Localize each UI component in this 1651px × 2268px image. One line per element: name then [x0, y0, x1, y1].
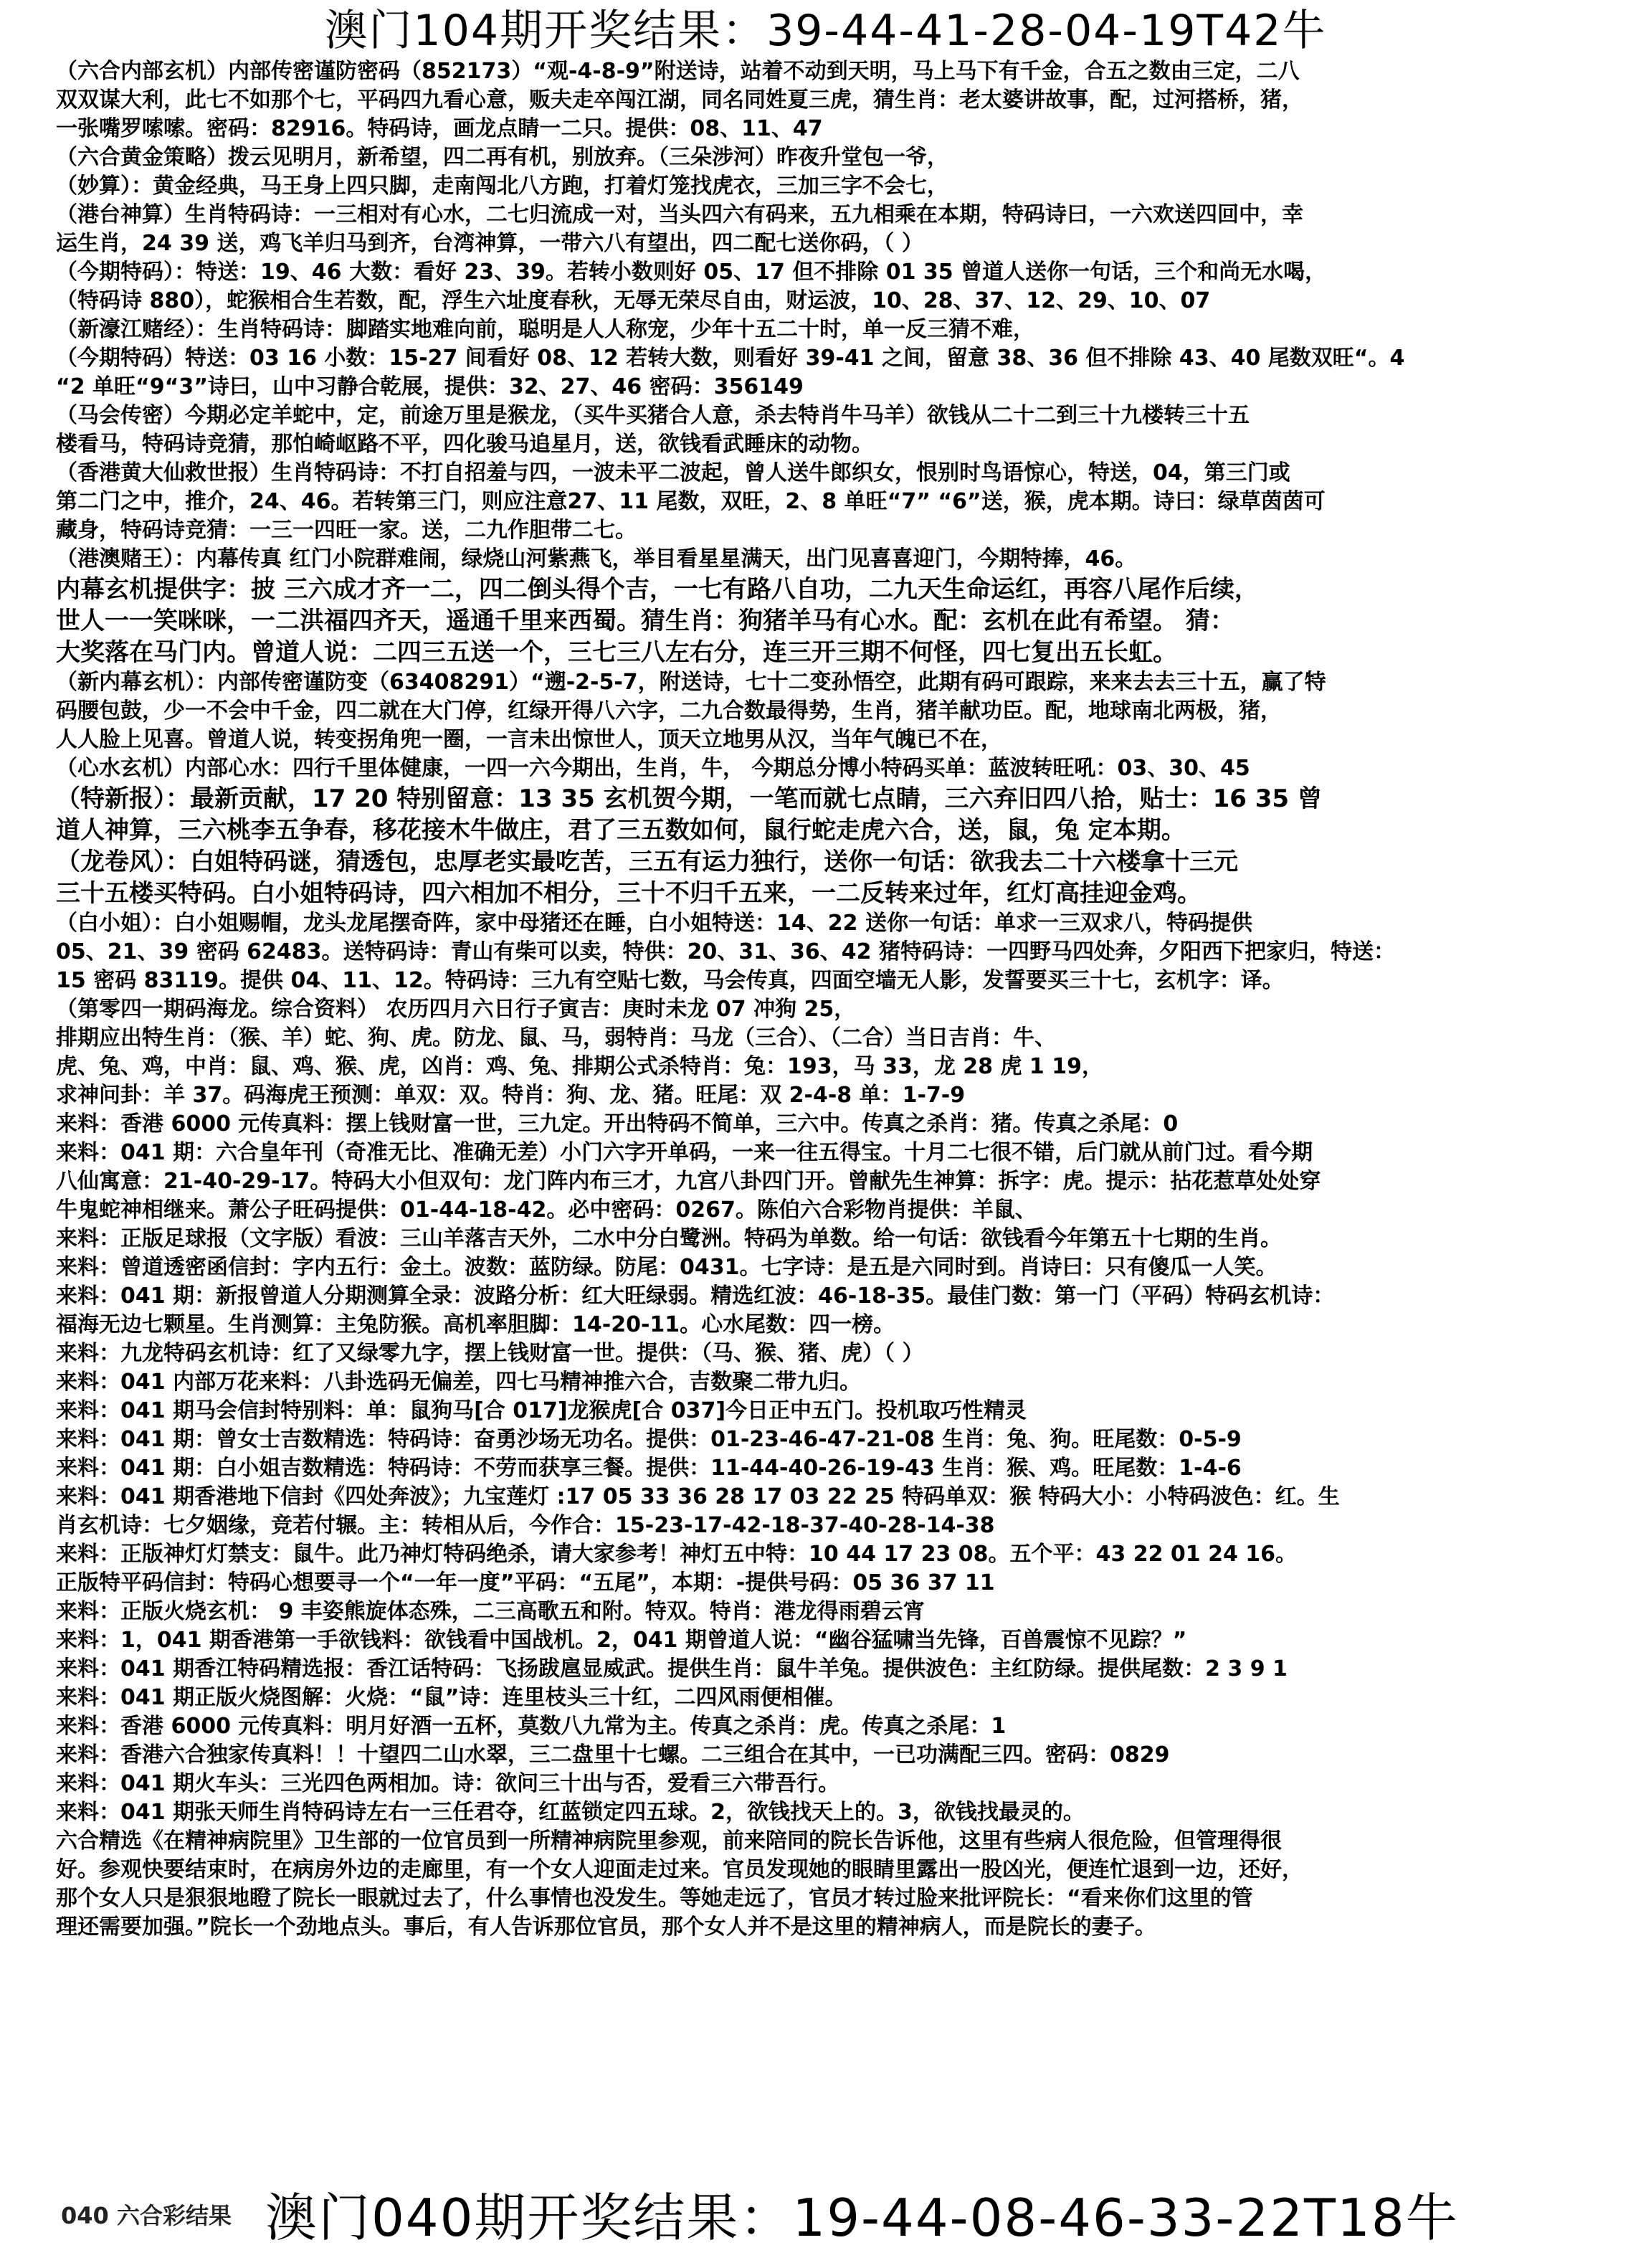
text-line: 福海无边七颗星。生肖测算：主兔防猴。高机率胆脚：14-20-11。心水尾数：四一榜。	[56, 1312, 895, 1337]
text-line: （新濠江赌经）：生肖特码诗：脚踏实地难向前，聪明是人人称宠，少年十五二十时，单一反三猜不难，	[56, 317, 1034, 342]
text-line: （第零四一期码海龙。综合资料） 农历四月六日行子寅吉：庚时未龙 07 冲狗 25，	[56, 997, 856, 1022]
text-line: 六合精选《在精神病院里》卫生部的一位官员到一所精神病院里参观，前来陪同的院长告诉他，这里有些病人很危险，但管理得很	[56, 1828, 1282, 1854]
text-line: 来料：九龙特码玄机诗：红了又绿零九字，摆上钱财富一世。提供：（马、猴、猪、虎）（ ）	[56, 1341, 924, 1366]
text-line: 来料：正版足球报（文字版）看波：三山羊落吉天外，二水中分白鹭洲。特码为单数。给一句话：欲钱看今年第五十七期的生肖。	[56, 1226, 1282, 1251]
text-line: （香港黄大仙救世报）生肖特码诗：不打自招羞与四，一波未平二波起，曾人送牛郎织女，恨别时鸟语惊心，特送，04，第三门或	[56, 460, 1290, 485]
text-line: 来料：香港 6000 元传真料：明月好酒一五杯，莫数八九常为主。传真之杀肖：虎。传真之杀尾：1	[56, 1714, 1007, 1739]
text-line: 藏身，特码诗竞猜：一三一四旺一家。送，二九作胆带二七。	[56, 518, 637, 543]
text-line: 来料：041 内部万花来料：八卦选码无偏差，四七马精神推六合，吉数聚二带九归。	[56, 1370, 862, 1395]
text-line: 那个女人只是狠狠地瞪了院长一眼就过去了，什么事情也没发生。等她走远了，官员才转过脸来批评院长：“看来你们这里的管	[56, 1886, 1253, 1911]
text-line: 好。参观快要结束时，在病房外边的走廊里，有一个女人迎面走过来。官员发现她的眼睛里露出一股凶光，便连忙退到一边，还好，	[56, 1857, 1303, 1882]
text-line: （妙算）：黄金经典，马王身上四只脚，走南闯北八方跑，打着灯笼找虎衣，三加三字不会七，	[56, 174, 948, 199]
text-line: 来料：正版火烧玄机： 9 丰姿熊旋体态殊，二三高歌五和附。特双。特肖：港龙得雨碧云宵	[56, 1599, 925, 1624]
text-line: “2 单旺“9“3”诗曰，山中习静合乾展，提供：32、27、46 密码：356149	[56, 374, 804, 399]
text-line: 来料：041 期香江特码精选报：香江话特码：飞扬跋扈显威武。提供生肖：鼠牛羊兔。提供波色：主红防绿。提供尾数：2 3 9 1	[56, 1656, 1288, 1681]
text-line: 内幕玄机提供字：披 三六成才齐一二，四二倒头得个吉，一七有路八自功，二九天生命运红，再容八尾作后续，	[56, 575, 1259, 604]
text-line: 第二门之中，推介，24、46。若转第三门，则应注意27、11 尾数，双旺，2、8 单旺“7” “6”送，猴，虎本期。诗曰：绿草茵茵可	[56, 489, 1326, 514]
document-body	[56, 57, 1597, 2169]
text-line: （马会传密）今期必定羊蛇中，定，前途万里是猴龙，（买牛买猪合人意，杀去特肖牛马羊）欲钱从二十二到三十九楼转三十五	[56, 403, 1250, 428]
text-line: （六合内部玄机）内部传密谨防密码（852173）“观-4-8-9”附送诗，站着不动到天明，马上马下有千金，合五之数由三定，二八	[56, 59, 1300, 84]
text-line: （特新报）：最新贡献，17 20 特别留意：13 35 玄机贺今期，一笔而就七点睛，三六弃旧四八拾，贴士：16 35 曾	[56, 784, 1322, 813]
text-line: （心水玄机）内部心水：四行千里体健康，一四一六今期出，生肖，牛， 今期总分博小特码买单：蓝波转旺吼：03、30、45	[56, 756, 1250, 781]
text-line: （白小姐）：白小姐赐帽，龙头龙尾摆奇阵，家中母猪还在睡，白小姐特送：14、22 送你一句话：单求一三双求八，特码提供	[56, 911, 1252, 936]
text-line: （龙卷风）：白姐特码谜，猜透包，忠厚老实最吃苦，三五有运力独行，送你一句话：欲我去二十六楼拿十三元	[56, 848, 1238, 876]
text-line: 一张嘴罗嗦嗦。密码：82916。特码诗，画龙点睛一二只。提供：08、11、47	[56, 116, 823, 141]
text-line: 世人一一笑咪咪，一二洪福四齐天，遥通千里来西蜀。猜生肖：狗猪羊马有心水。配：玄机在此有希望。 猜：	[56, 607, 1234, 635]
text-line: 楼看马，特码诗竞猜，那怕崎岖路不平，四化骏马追星月，送，欲钱看武睡床的动物。	[56, 432, 873, 457]
text-line: 来料：041 期：新报曾道人分期测算全录：波路分析：红大旺绿弱。精选红波：46-18-35。最佳门数：第一门（平码）特码玄机诗：	[56, 1284, 1335, 1309]
text-line: 八仙寓意：21-40-29-17。特码大小但双句：龙门阵内布三才，九宫八卦四门开。曾献先生神算：拆字：虎。提示：拈花惹草处处穿	[56, 1169, 1321, 1194]
footer-result-title: 澳门040期开奖结果：19-44-08-46-33-22T18牛	[265, 2188, 1459, 2248]
text-line: 肖玄机诗：七夕姻缘，竞若付辗。主：转相从后，今作合：15-23-17-42-18-37-40-28-14-38	[56, 1513, 995, 1538]
text-line: 理还需要加强。”院长一个劲地点头。事后，有人告诉那位官员，那个女人并不是这里的精神病人，而是院长的妻子。	[56, 1914, 1156, 1940]
text-line: 道人神算，三六桃李五争春，移花接木牛做庄，君了三五数如何，鼠行蛇走虎六合，送，鼠，兔 定本期。	[56, 816, 1186, 845]
page-title: 澳门104期开奖结果：39-44-41-28-04-19T42牛	[324, 6, 1327, 56]
text-line: 虎、兔、鸡，中肖：鼠、鸡、猴、虎，凶肖：鸡、兔、排期公式杀特肖：兔：193，马 33，龙 28 虎 1 19，	[56, 1054, 1103, 1079]
text-line: 来料：041 期：白小姐吉数精选：特码诗：不劳而获享三餐。提供：11-44-40-26-19-43 生肖：猴、鸡。旺尾数：1-4-6	[56, 1456, 1242, 1481]
text-line: 来料：1，041 期香港第一手欲钱料：欲钱看中国战机。2，041 期曾道人说：“幽谷猛啸当先锋，百兽震惊不见踪？”	[56, 1628, 1187, 1653]
text-line: 排期应出特生肖：（猴、羊）蛇、狗、虎。防龙、鼠、马，弱特肖：马龙（三合）、（二合）当日吉肖：牛、	[56, 1025, 1056, 1050]
text-line: 双双谋大利，此七不如那个七，平码四九看心意，贩夫走卒闯江湖，同名同姓夏三虎，猜生肖：老太婆讲故事，配，过河搭桥，猪，	[56, 87, 1303, 113]
text-line: （今期特码）：特送：19、46 大数：看好 23、39。若转小数则好 05、17 但不排除 01 35 曾道人送你一句话，三个和尚无水喝，	[56, 260, 1327, 285]
text-line: 来料：正版神灯灯禁支：鼠牛。此乃神灯特码绝杀，请大家参考！神灯五中特：10 44 17 23 08。五个平：43 22 01 24 16。	[56, 1542, 1298, 1567]
text-line: 来料：041 期火车头：三光四色两相加。诗：欲问三十出与否，爱看三六带吾行。	[56, 1771, 840, 1796]
text-line: 三十五楼买特码。白小姐特码诗，四六相加不相分，三十不归千五来，一二反转来过年，红灯高挂迎金鸡。	[56, 879, 1202, 908]
text-line: 来料：香港 6000 元传真料：摆上钱财富一世，三九定。开出特码不简单，三六中。传真之杀肖：猪。传真之杀尾：0	[56, 1111, 1179, 1137]
text-line: 来料：041 期香港地下信封《四处奔波》；九宝莲灯 :17 05 33 36 28 17 03 22 25 特码单双：猴 特码大小：小特码波色：红。生	[56, 1484, 1340, 1509]
text-line: （港台神算）生肖特码诗：一三相对有心水，二七归流成一对，当头四六有码来，五九相乘在本期，特码诗曰，一六欢送四回中，幸	[56, 202, 1303, 227]
text-line: 来料：041 期张天师生肖特码诗左右一三任君夺，红蓝锁定四五球。2，欲钱找天上的。3，欲钱找最灵的。	[56, 1800, 1085, 1825]
text-line: 来料：041 期：六合皇年刊（奇准无比、准确无差）小门六字开单码，一来一往五得宝。十月二七很不错，后门就从前门过。看今期	[56, 1140, 1313, 1165]
text-line: 15 密码 83119。提供 04、11、12。特码诗：三九有空贴七数，马会传真，四面空墙无人影，发誓要买三十七，玄机字：译。	[56, 968, 1284, 993]
text-line: 来料：香港六合独家传真料！！十望四二山水翠，三二盘里十七螺。二三组合在其中，一已功满配三四。密码：0829	[56, 1742, 1170, 1768]
text-line: （港澳赌王）：内幕传真 红门小院群难闹，绿烧山河紫燕飞，举目看星星满天，出门见喜喜迎门，今期特捧，46。	[56, 546, 1137, 571]
text-line: 正版特平码信封：特码心想要寻一个“一年一度”平码：“五尾”，本期：-提供号码：05 36 37 11	[56, 1570, 995, 1595]
text-line: （特码诗 880），蛇猴相合生若数，配，浮生六址度春秋，无辱无荣尽自由，财运波，10、28、37、12、29、10、07	[56, 288, 1211, 313]
footer-caption: 040 六合彩结果	[61, 2202, 232, 2229]
text-line: 05、21、39 密码 62483。送特码诗：青山有柴可以卖，特供：20、31、36、42 猪特码诗：一四野马四处奔，夕阳西下把家归，特送：	[56, 939, 1395, 964]
text-line: （新内幕玄机）：内部传密谨防变（63408291）“遡-2-5-7，附送诗，七十二变孙悟空，此期有码可跟踪，来来去去三十五，赢了特	[56, 670, 1326, 695]
text-line: 来料：041 期马会信封特别料：单：鼠狗马[合 017]龙猴虎[合 037]今日正中五门。投机取巧性精灵	[56, 1398, 1027, 1423]
text-line: （今期特码）特送：03 16 小数：15-27 间看好 08、12 若转大数，则看好 39-41 之间，留意 38、36 但不排除 43、40 尾数双旺“。4	[56, 346, 1405, 371]
text-line: 码腰包鼓，少一不会中千金，四二就在大门停，红绿开得八六字，二九合数最得势，生肖，猪羊献功臣。配，地球南北两极，猪，	[56, 698, 1282, 723]
text-line: 求神问卦：羊 37。码海虎王预测：单双：双。特肖：狗、龙、猪。旺尾：双 2-4-8 单：1-7-9	[56, 1083, 966, 1108]
text-line: 运生肖，24 39 送，鸡飞羊归马到齐，台湾神算，一带六八有望出，四二配七送你码，（ ）	[56, 231, 923, 256]
text-line: 来料：041 期：曾女士吉数精选：特码诗：奋勇沙场无功名。提供：01-23-46-47-21-08 生肖：兔、狗。旺尾数：0-5-9	[56, 1427, 1242, 1452]
text-line: 大奖落在马门内。曾道人说：二四三五送一个，三七三八左右分，连三开三期不何怪，四七复出五长虹。	[56, 638, 1177, 667]
text-line: 来料：041 期正版火烧图解：火烧：“鼠”诗：连里枝头三十红，二四风雨便相催。	[56, 1685, 847, 1710]
text-line: 来料：曾道透密函信封：字内五行：金土。波数：蓝防绿。防尾：0431。七字诗：是五是六同时到。肖诗曰：只有傻瓜一人笑。	[56, 1255, 1277, 1280]
text-line: （六合黄金策略）拨云见明月，新希望，四二再有机，别放弃。（三朵涉河）昨夜升堂包一爷，	[56, 145, 948, 170]
text-line: 牛鬼蛇神相继来。萧公子旺码提供：01-44-18-42。必中密码：0267。陈伯六合彩物肖提供：羊鼠、	[56, 1197, 1037, 1223]
text-line: 人人脸上见喜。曾道人说，转变拐角兜一圈，一言未出惊世人，顶天立地男从汉，当年气魄已不在，	[56, 727, 1002, 752]
page-footer	[0, 2169, 1651, 2255]
